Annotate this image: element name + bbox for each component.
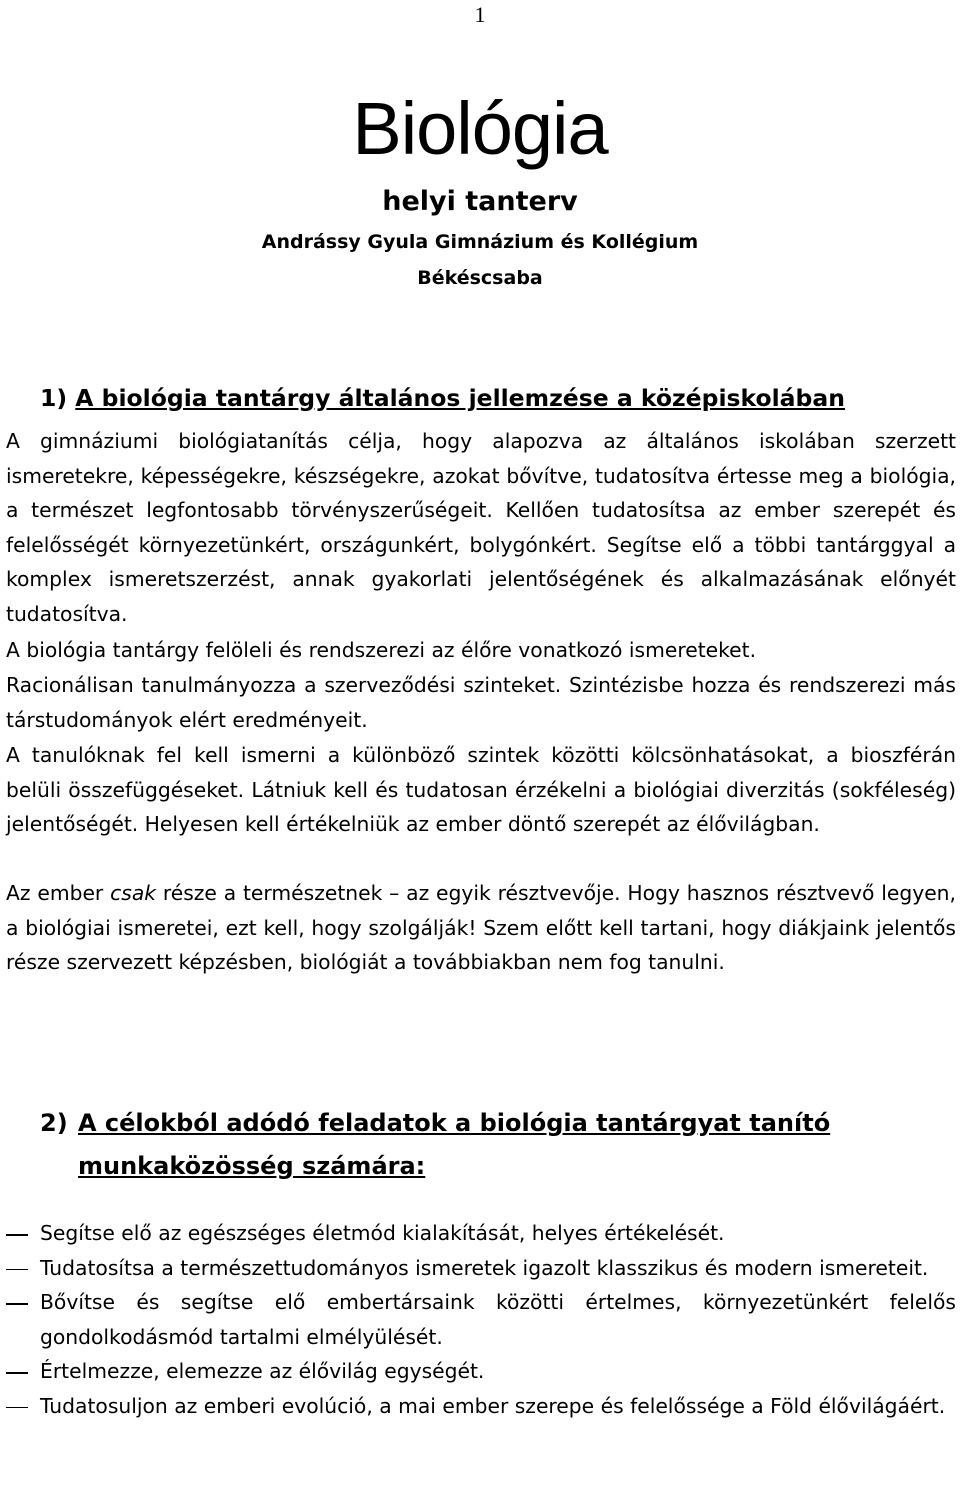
school-name: Andrássy Gyula Gimnázium és Kollégium [261, 231, 699, 253]
page-number: 1 [474, 2, 486, 27]
section1-paragraph-1: A gimnáziumi biológiatanítás célja, hogy alapozva az általános iskolában szerzett ismeretekre, képességekre, készségekre, azokat bővítve, tudatosítva értesse meg a biológia, a természet legfontosabb törvényszerűségeit. Kellően tudatosítsa az ember szerepét és felelősségét környezetünkért, országunkért, bolygónkért. Segítse elő a többi tantárggyal a komplex ismeretszerzést, annak gyakorlati jelentőségének és alkalmazásának előnyét tudatosítva. [6, 429, 956, 626]
section1-paragraph-5 [6, 876, 956, 980]
section2-heading [40, 1102, 920, 1188]
section2-task-list [0, 1216, 956, 1423]
list-item-text: Értelmezze, elemezze az élővilág egységét. [40, 1359, 485, 1383]
city-name: Békéscsaba [417, 267, 543, 289]
list-item-text: Bővítse és segítse elő embertársaink közötti értelmes, környezetünkért felelős gondolkodásmód tartalmi elmélyülését. [40, 1290, 956, 1349]
list-item [0, 1285, 956, 1354]
section1-number: 1) [40, 384, 68, 412]
list-item [0, 1389, 956, 1424]
p5-italic-word: csak [110, 881, 156, 905]
section1-paragraph-2: A biológia tantárgy felöleli és rendszerezi az élőre vonatkozó ismereteket. [6, 638, 757, 662]
section2-number: 2) [40, 1109, 68, 1137]
list-item-text: Tudatosítsa a természettudományos ismeretek igazolt klasszikus és modern ismereteit. [40, 1255, 929, 1280]
p5-text-after: része a természetnek – az egyik résztvevője. Hogy hasznos résztvevő legyen, a biológiai ismeretei, ezt kell, hogy szolgálják! Szem előtt kell tartani, hogy diákjaink jelentős része szervezett képzésben, biológiát a továbbiakban nem fog tanulni. [6, 881, 956, 974]
list-item [0, 1216, 956, 1251]
section1-heading [40, 384, 920, 412]
list-item [0, 1251, 956, 1286]
list-item-text: Segítse elő az egészséges életmód kialakítását, helyes értékelését. [40, 1221, 725, 1245]
list-item-text: Tudatosuljon az emberi evolúció, a mai ember szerepe és felelőssége a Föld élővilágáért. [40, 1393, 946, 1418]
list-item [0, 1354, 956, 1389]
p5-text-before: Az ember [6, 881, 111, 905]
document-title: Biológia [352, 87, 608, 170]
section1-paragraph-4: A tanulóknak fel kell ismerni a különböző szintek közötti kölcsönhatásokat, a bioszférán belüli összefüggéseket. Látniuk kell és tudatosan érzékelni a biológiai diverzitás (sokféleség) jelentőségét. Helyesen kell értékelniük az ember döntő szerepét az élővilágban. [6, 743, 956, 836]
section1-paragraph-3: Racionálisan tanulmányozza a szerveződési szinteket. Szintézisbe hozza és rendszerezi más társtudományok elért eredményeit. [6, 673, 956, 732]
section1-heading-text: A biológia tantárgy általános jellemzése a középiskolában [75, 384, 845, 412]
section2-heading-line1: A célokból adódó feladatok a biológia tantárgyat tanító [78, 1109, 831, 1137]
document-subtitle: helyi tanterv [382, 186, 578, 217]
section2-heading-line2: munkaközösség számára: [78, 1152, 426, 1180]
